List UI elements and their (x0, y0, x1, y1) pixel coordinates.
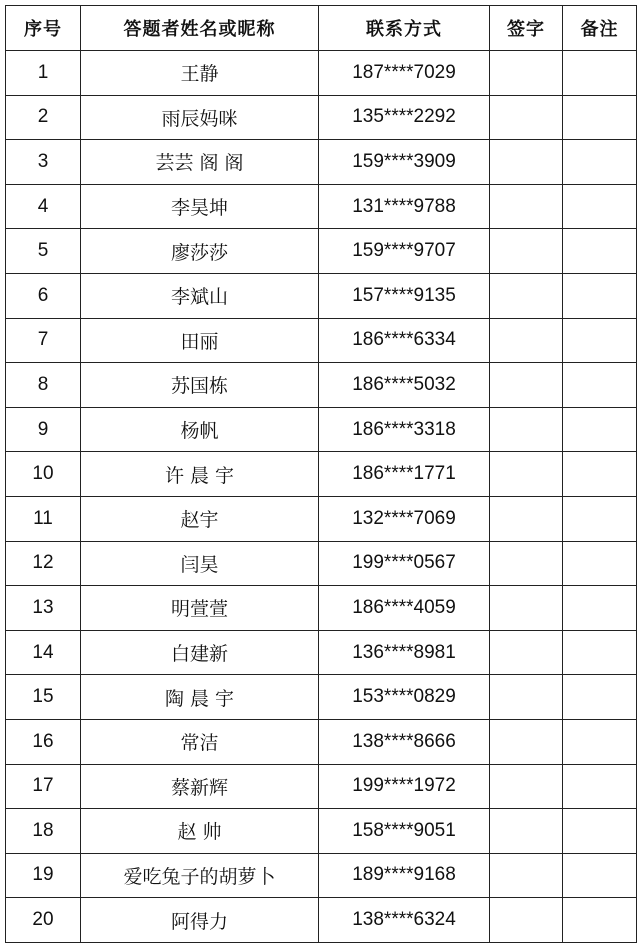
header-sign: 签字 (490, 6, 563, 51)
cell-phone: 136****8981 (319, 630, 490, 675)
cell-name: 赵宇 (81, 496, 319, 541)
table-row (6, 898, 637, 943)
cell-name: 常洁 (81, 719, 319, 764)
table-row (6, 809, 637, 854)
table-row (6, 853, 637, 898)
cell-name: 爱吃兔子的胡萝卜 (81, 853, 319, 898)
cell-phone: 158****9051 (319, 809, 490, 854)
cell-name: 蔡新辉 (81, 764, 319, 809)
cell-sign (490, 51, 563, 96)
table-row (6, 140, 637, 185)
cell-sign (490, 853, 563, 898)
header-phone: 联系方式 (319, 6, 490, 51)
table-row (6, 764, 637, 809)
cell-note (563, 496, 637, 541)
cell-note (563, 318, 637, 363)
cell-seq: 14 (6, 630, 81, 675)
header-name: 答题者姓名或昵称 (81, 6, 319, 51)
cell-name: 田丽 (81, 318, 319, 363)
cell-name: 廖莎莎 (81, 229, 319, 274)
cell-note (563, 273, 637, 318)
table-row (6, 630, 637, 675)
cell-sign (490, 496, 563, 541)
cell-phone: 187****7029 (319, 51, 490, 96)
cell-seq: 7 (6, 318, 81, 363)
cell-name: 李斌山 (81, 273, 319, 318)
table-row (6, 363, 637, 408)
cell-seq: 19 (6, 853, 81, 898)
cell-phone: 138****6324 (319, 898, 490, 943)
table-row (6, 318, 637, 363)
cell-sign (490, 675, 563, 720)
table-row (6, 273, 637, 318)
table-row (6, 184, 637, 229)
cell-seq: 9 (6, 407, 81, 452)
table-row (6, 675, 637, 720)
cell-sign (490, 184, 563, 229)
cell-sign (490, 452, 563, 497)
cell-phone: 186****5032 (319, 363, 490, 408)
cell-name: 杨帆 (81, 407, 319, 452)
cell-phone: 157****9135 (319, 273, 490, 318)
cell-name: 白建新 (81, 630, 319, 675)
cell-note (563, 140, 637, 185)
cell-seq: 16 (6, 719, 81, 764)
cell-note (563, 630, 637, 675)
cell-phone: 186****4059 (319, 586, 490, 631)
cell-phone: 199****1972 (319, 764, 490, 809)
cell-note (563, 764, 637, 809)
table-row (6, 95, 637, 140)
cell-name: 李昊坤 (81, 184, 319, 229)
cell-phone: 132****7069 (319, 496, 490, 541)
cell-name: 阿得力 (81, 898, 319, 943)
table-row (6, 541, 637, 586)
cell-sign (490, 630, 563, 675)
cell-seq: 11 (6, 496, 81, 541)
header-note: 备注 (563, 6, 637, 51)
cell-name: 明萱萱 (81, 586, 319, 631)
cell-note (563, 853, 637, 898)
cell-seq: 5 (6, 229, 81, 274)
cell-phone: 186****1771 (319, 452, 490, 497)
table-row (6, 407, 637, 452)
cell-sign (490, 809, 563, 854)
cell-phone: 131****9788 (319, 184, 490, 229)
cell-seq: 18 (6, 809, 81, 854)
header-row (6, 6, 637, 51)
cell-sign (490, 586, 563, 631)
table-row (6, 229, 637, 274)
cell-seq: 10 (6, 452, 81, 497)
table-body (6, 51, 637, 943)
cell-seq: 1 (6, 51, 81, 96)
cell-note (563, 586, 637, 631)
cell-seq: 3 (6, 140, 81, 185)
cell-seq: 13 (6, 586, 81, 631)
cell-sign (490, 140, 563, 185)
table-row (6, 452, 637, 497)
cell-note (563, 541, 637, 586)
cell-seq: 15 (6, 675, 81, 720)
table-row (6, 51, 637, 96)
cell-note (563, 407, 637, 452)
cell-phone: 186****6334 (319, 318, 490, 363)
cell-note (563, 719, 637, 764)
cell-phone: 186****3318 (319, 407, 490, 452)
cell-note (563, 184, 637, 229)
cell-note (563, 809, 637, 854)
cell-phone: 159****9707 (319, 229, 490, 274)
cell-name: 王静 (81, 51, 319, 96)
cell-note (563, 675, 637, 720)
cell-sign (490, 229, 563, 274)
table-row (6, 496, 637, 541)
cell-sign (490, 407, 563, 452)
cell-phone: 189****9168 (319, 853, 490, 898)
cell-sign (490, 541, 563, 586)
cell-sign (490, 719, 563, 764)
cell-seq: 12 (6, 541, 81, 586)
cell-name: 芸芸 阁 阁 (81, 140, 319, 185)
cell-sign (490, 95, 563, 140)
cell-phone: 199****0567 (319, 541, 490, 586)
cell-note (563, 51, 637, 96)
cell-phone: 153****0829 (319, 675, 490, 720)
cell-note (563, 95, 637, 140)
cell-seq: 4 (6, 184, 81, 229)
cell-name: 陶 晨 宇 (81, 675, 319, 720)
cell-sign (490, 273, 563, 318)
cell-name: 许 晨 宇 (81, 452, 319, 497)
participant-table (5, 5, 637, 943)
cell-note (563, 229, 637, 274)
cell-name: 雨辰妈咪 (81, 95, 319, 140)
cell-phone: 135****2292 (319, 95, 490, 140)
cell-seq: 8 (6, 363, 81, 408)
cell-note (563, 452, 637, 497)
cell-name: 闫昊 (81, 541, 319, 586)
table-row (6, 586, 637, 631)
cell-sign (490, 318, 563, 363)
cell-phone: 138****8666 (319, 719, 490, 764)
cell-note (563, 898, 637, 943)
cell-name: 赵 帅 (81, 809, 319, 854)
cell-sign (490, 363, 563, 408)
cell-name: 苏国栋 (81, 363, 319, 408)
table-header (6, 6, 637, 51)
cell-sign (490, 764, 563, 809)
cell-note (563, 363, 637, 408)
table-row (6, 719, 637, 764)
cell-seq: 6 (6, 273, 81, 318)
cell-seq: 17 (6, 764, 81, 809)
cell-seq: 2 (6, 95, 81, 140)
header-seq: 序号 (6, 6, 81, 51)
cell-seq: 20 (6, 898, 81, 943)
cell-phone: 159****3909 (319, 140, 490, 185)
cell-sign (490, 898, 563, 943)
